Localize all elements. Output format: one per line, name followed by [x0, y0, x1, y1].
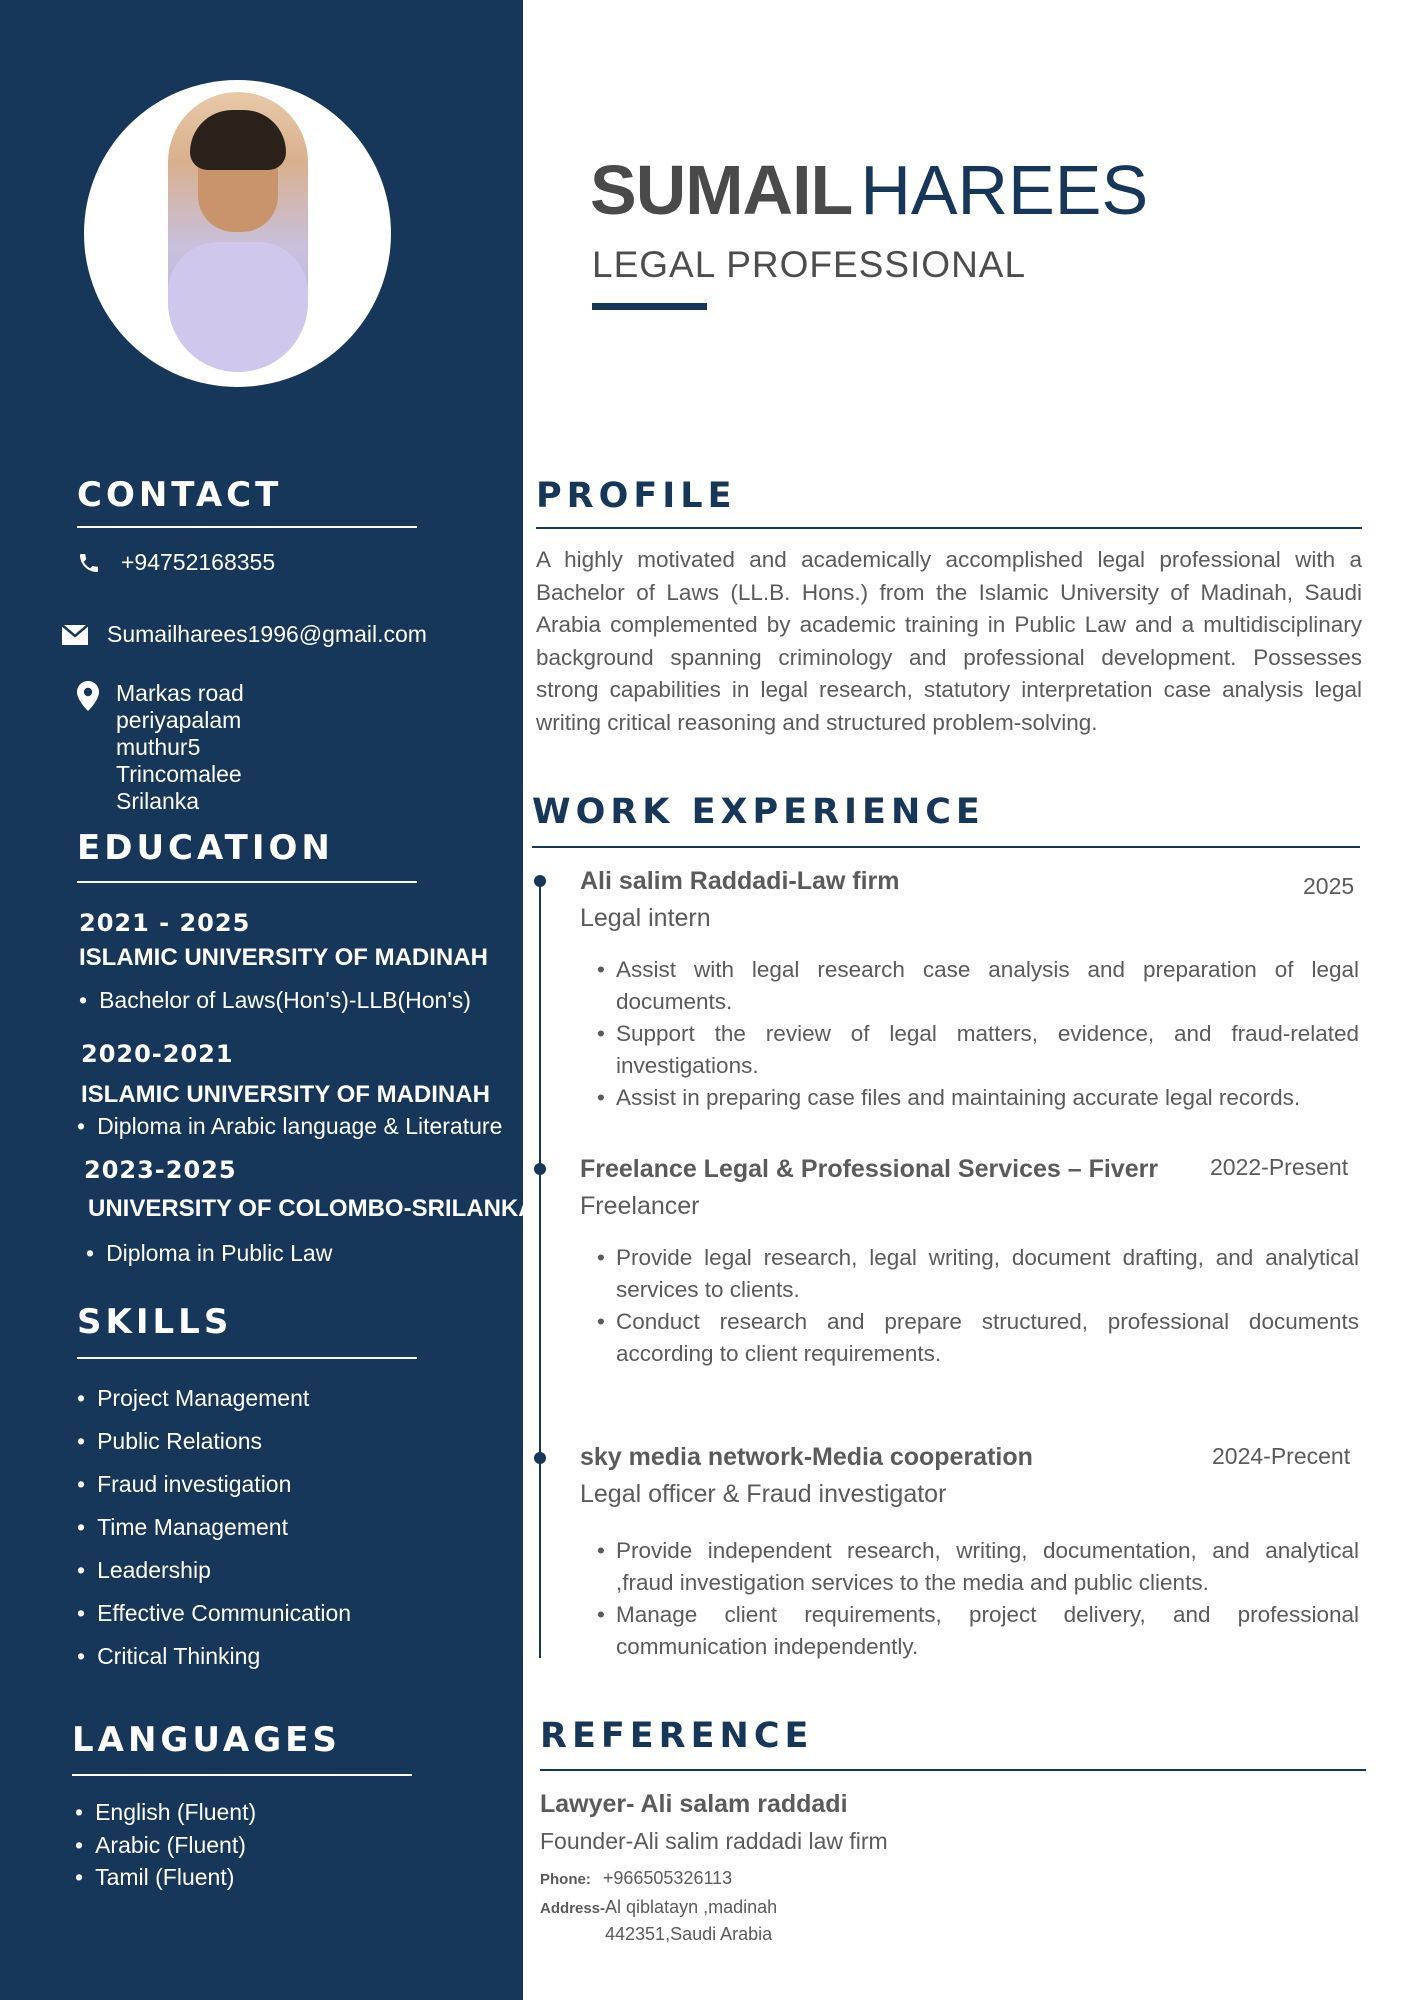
skills-list — [77, 1377, 351, 1678]
phone-number: +94752168355 — [121, 549, 276, 575]
education-school: UNIVERSITY OF COLOMBO-SRILANKA — [88, 1195, 536, 1222]
skills-heading: SKILLS — [77, 1302, 233, 1342]
reference-name: Lawyer- Ali salam raddadi — [540, 1790, 848, 1818]
reference-address — [540, 1897, 777, 1918]
contact-email[interactable] — [61, 621, 427, 648]
job-duty: • Manage client requirements, project delivery, and professional communication independently. — [597, 1599, 1359, 1662]
education-school: ISLAMIC UNIVERSITY OF MADINAH — [81, 1081, 490, 1108]
skill-item: • Leadership — [77, 1549, 351, 1592]
languages-list — [75, 1796, 256, 1894]
email-icon — [61, 624, 89, 646]
education-heading: EDUCATION — [77, 828, 334, 868]
job-duty: • Provide independent research, writing, documentation, and analytical ,fraud investigation services to the media and public clients. — [597, 1535, 1359, 1598]
profile-heading: PROFILE — [536, 476, 737, 516]
job-date: 2025 — [1303, 873, 1355, 899]
education-years: 2021 - 2025 — [79, 909, 251, 937]
location-pin-icon — [77, 681, 99, 711]
reference-phone-number: +966505326113 — [602, 1868, 733, 1888]
person-name — [590, 150, 1148, 230]
education-degree: • Diploma in Arabic language & Literature — [77, 1113, 502, 1140]
phone-icon — [77, 551, 101, 575]
job-company: sky media network-Media cooperation — [580, 1443, 1033, 1471]
job-role: Legal officer & Fraud investigator — [580, 1480, 947, 1508]
address-line: periyapalam — [116, 707, 242, 733]
address-line: muthur5 — [116, 734, 201, 760]
contact-divider — [77, 526, 417, 528]
skill-item: • Public Relations — [77, 1420, 351, 1463]
timeline-dot — [534, 875, 546, 887]
job-duty: • Assist in preparing case files and maintaining accurate legal records. — [597, 1082, 1359, 1114]
address-line: Trincomalee — [116, 761, 242, 787]
last-name: HAREES — [860, 151, 1149, 229]
title-underline — [592, 303, 707, 310]
contact-phone[interactable] — [77, 549, 275, 576]
reference-divider — [540, 1769, 1366, 1771]
contact-address — [77, 680, 244, 815]
reference-role: Founder-Ali salim raddadi law firm — [540, 1828, 888, 1854]
profile-summary: A highly motivated and academically accomplished legal professional with a Bachelor of Laws (LL.B. Hons.) from the Islamic University of Madinah, Saudi Arabia complemented by academic training in Public Law and a multidisciplinary background spanning criminology and professional development. Possesses strong capabilities in legal research, statutory interpretation case analysis legal writing critical reasoning and structured problem-solving. — [536, 547, 1362, 735]
reference-phone-label: Phone: — [540, 1871, 591, 1888]
profile-photo-frame — [84, 80, 391, 387]
language-item: • Tamil (Fluent) — [75, 1861, 256, 1894]
timeline-dot — [534, 1163, 546, 1175]
reference-heading: REFERENCE — [540, 1716, 814, 1756]
language-item: • Arabic (Fluent) — [75, 1829, 256, 1862]
reference-phone[interactable] — [540, 1868, 732, 1889]
skill-item: • Project Management — [77, 1377, 351, 1420]
email-address: Sumailharees1996@gmail.com — [107, 621, 427, 647]
education-divider — [77, 881, 417, 883]
person-title: LEGAL PROFESSIONAL — [592, 244, 1027, 285]
photo-shirt — [168, 242, 308, 372]
experience-heading: WORK EXPERIENCE — [532, 792, 985, 832]
languages-heading: LANGUAGES — [72, 1720, 341, 1760]
timeline-dot — [534, 1452, 546, 1464]
job-date: 2024-Precent — [1212, 1443, 1351, 1469]
profile-divider — [536, 527, 1362, 529]
job-duty: • Assist with legal research case analysis and preparation of legal documents. — [597, 954, 1359, 1017]
job-role: Legal intern — [580, 904, 711, 932]
address-line: Srilanka — [116, 788, 200, 814]
education-school: ISLAMIC UNIVERSITY OF MADINAH — [79, 944, 488, 971]
job-duties — [597, 1242, 1359, 1370]
sidebar — [0, 0, 536, 2000]
reference-address-label: Address- — [540, 1900, 606, 1917]
job-duty: • Conduct research and prepare structured, professional documents according to client requirements. — [597, 1306, 1359, 1369]
job-date: 2022-Present — [1210, 1154, 1349, 1180]
education-years: 2020-2021 — [81, 1040, 234, 1068]
skills-divider — [77, 1357, 417, 1359]
job-duty: • Provide legal research, legal writing, document drafting, and analytical services to clients. — [597, 1242, 1359, 1305]
address-line: Markas road — [116, 680, 244, 706]
skill-item: • Fraud investigation — [77, 1463, 351, 1506]
reference-address-line: 442351,Saudi Arabia — [605, 1924, 773, 1944]
job-company: Freelance Legal & Professional Services – Fiverr — [580, 1155, 1159, 1183]
photo-hair — [190, 110, 286, 170]
education-degree: • Diploma in Public Law — [86, 1240, 332, 1267]
profile-photo — [168, 92, 308, 372]
job-duties — [597, 954, 1359, 1115]
education-degree: • Bachelor of Laws(Hon's)-LLB(Hon's) — [79, 987, 471, 1014]
skill-item: • Critical Thinking — [77, 1635, 351, 1678]
job-duties — [597, 1535, 1359, 1663]
experience-divider — [532, 846, 1360, 848]
language-item: • English (Fluent) — [75, 1796, 256, 1829]
job-duty: • Support the review of legal matters, evidence, and fraud-related investigations. — [597, 1018, 1359, 1081]
address-lines — [116, 680, 244, 815]
reference-address-line: Al qiblatayn ,madinah — [605, 1897, 778, 1917]
languages-divider — [72, 1774, 412, 1776]
skill-item: • Time Management — [77, 1506, 351, 1549]
job-role: Freelancer — [580, 1192, 700, 1220]
contact-heading: CONTACT — [77, 475, 283, 515]
first-name: SUMAIL — [590, 151, 853, 229]
experience-timeline — [539, 880, 541, 1658]
skill-item: • Effective Communication — [77, 1592, 351, 1635]
job-company: Ali salim Raddadi-Law firm — [580, 867, 900, 895]
education-years: 2023-2025 — [84, 1156, 237, 1184]
